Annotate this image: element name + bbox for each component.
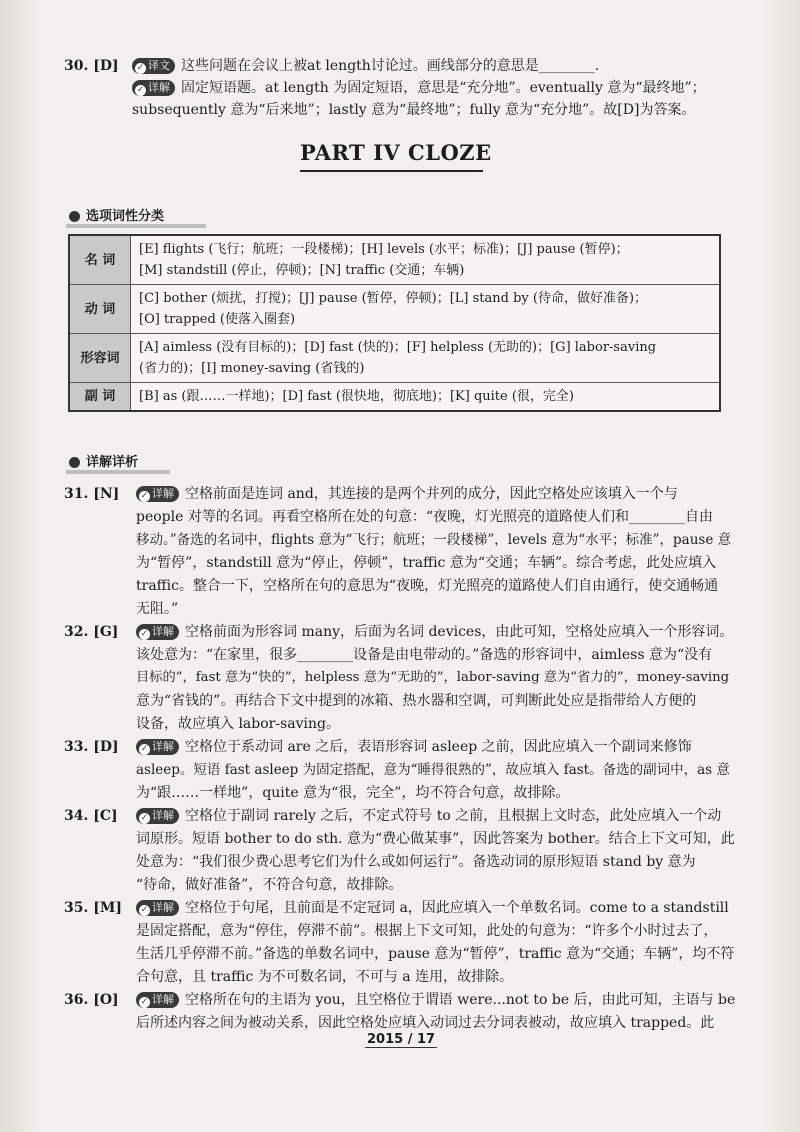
pos-items: [E] flights (飞行；航班；一段楼梯)；[H] levels (水平；标准)；[J] pause (暂停)； [M] standstill (停止，停顿)；[N] traffic (交通；车辆) [131, 235, 721, 285]
pos-label: 形容词 [69, 334, 131, 383]
q34-line: 词原形。短语 bother to do sth. 意为“费心做某事”，因此答案为 bother。结合上下文可知，此 [136, 831, 735, 847]
detail-tag: ✓ 详解 [136, 739, 179, 755]
pos-items: [A] aimless (没有目标的)；[D] fast (快的)；[F] helpless (无助的)；[G] labor-saving (省力的)；[I] money-saving (省钱的) [131, 334, 721, 383]
page-number: 2015 / 17 [367, 1032, 436, 1047]
title-underline [300, 170, 483, 172]
q34-line: ✓ 详解 空格位于副词 rarely 之后，不定式符号 to 之前，且根据上文时态，此处应填入一个动 [136, 806, 721, 826]
q31-line: 无阻。” [136, 601, 179, 617]
q34-number: 34. [C] [64, 808, 118, 824]
analysis-heading: 详解详析 [66, 452, 190, 474]
check-icon: ✓ [140, 744, 149, 754]
check-icon: ✓ [136, 63, 145, 73]
table-row [69, 285, 720, 334]
q34-line: “待命，做好准备”，不符合句意，故排除。 [136, 877, 403, 893]
q35-line: 合句意，且 traffic 为不可数名词，不可与 a 连用，故排除。 [136, 969, 514, 985]
wordclass-table [68, 234, 721, 412]
q33-number: 33. [D] [64, 739, 119, 755]
q30-translation: 这些问题在会议上被at length讨论过。画线部分的意思是________. [181, 58, 600, 74]
q35-number: 35. [M] [64, 900, 122, 916]
q33-line: 为“跟……一样地”，quite 意为“很，完全”，均不符合句意，故排除。 [136, 785, 570, 801]
pos-items: [C] bother (烦扰，打搅)；[J] pause (暂停，停顿)；[L] stand by (待命，做好准备)； [O] trapped (使落入圈套) [131, 285, 721, 334]
q36-line: 后所述内容之间为被动关系，因此空格处应填入动词过去分词表被动，故应填入 trapped。此 [136, 1015, 715, 1031]
q30-detail-line [132, 78, 706, 98]
q31-line: 为“暂停”，standstill 意为“停止，停顿”，traffic 意为“交通；车辆”。综合考虑，此处应填入 [136, 555, 717, 571]
q33-line: asleep。短语 fast asleep 为固定搭配，意为“睡得很熟的”，故应填入 fast。备选的副词中，as 意 [136, 762, 730, 778]
q35-line: ✓ 详解 空格位于句尾，且前面是不定冠词 a，因此应填入一个单数名词。come to a standstill [136, 898, 729, 918]
q32-number: 32. [G] [64, 624, 119, 640]
table-row [69, 235, 720, 285]
q31-line: 移动。”备选的名词中，flights 意为“飞行；航班；一段楼梯”，levels 意为“水平；标准”，pause 意 [136, 532, 732, 548]
translation-tag: ✓ 译文 [132, 58, 175, 74]
detail-tag: ✓ 详解 [136, 992, 179, 1008]
q30-detail-1: 固定短语题。at length 为固定短语，意思是“充分地”。eventually 意为“最终地”； [181, 80, 706, 96]
q31-number: 31. [N] [64, 486, 120, 502]
heading-underline [66, 224, 206, 228]
wordclass-heading: 选项词性分类 [66, 206, 226, 228]
q30-number: 30. [D] [64, 58, 119, 74]
detail-tag: ✓ 详解 [132, 80, 175, 96]
check-icon: ✓ [140, 813, 149, 823]
q35-line: 是固定搭配，意为“停住，停滞不前”。根据上下文可知，此处的句意为：“许多个小时过去了， [136, 923, 718, 939]
q36-line: ✓ 详解 空格所在句的主语为 you，且空格位于谓语 were...not to be 后，由此可知，主语与 be [136, 990, 735, 1010]
q32-line: ✓ 详解 空格前面为形容词 many，后面为名词 devices，由此可知，空格处应填入一个形容词。 [136, 622, 733, 642]
q31-line: ✓ 详解 空格前面是连词 and，其连接的是两个并列的成分，因此空格处应该填入一个与 [136, 484, 678, 504]
table-row [69, 383, 720, 412]
detail-tag: ✓ 详解 [136, 624, 179, 640]
q31-line: people 对等的名词。再看空格所在处的句意：“夜晚，灯光照亮的道路使人们和________自由 [136, 509, 714, 525]
part-title: PART IV CLOZE [300, 140, 492, 165]
pos-label: 名 词 [69, 235, 131, 285]
q34-line: 处意为：“我们很少费心思考它们为什么或如何运行”。备选动词的原形短语 stand by 意为 [136, 854, 696, 870]
detail-tag: ✓ 详解 [136, 900, 179, 916]
q31-line: traffic。整合一下，空格所在句的意思为“夜晚，灯光照亮的道路使人们自由通行，使交通畅通 [136, 578, 719, 594]
check-icon: ✓ [136, 85, 145, 95]
pos-label: 副 词 [69, 383, 131, 412]
check-icon: ✓ [140, 491, 149, 501]
q33-line: ✓ 详解 空格位于系动词 are 之后，表语形容词 asleep 之前，因此应填入一个副词来修饰 [136, 737, 692, 757]
q32-line: 目标的”，fast 意为“快的”，helpless 意为“无助的”，labor-saving 意为“省力的”，money-saving [136, 670, 730, 685]
q35-line: 生活几乎停滞不前。”备选的单数名词中，pause 意为“暂停”，traffic 意为“交通；车辆”，均不符 [136, 946, 735, 962]
check-icon: ✓ [140, 905, 149, 915]
detail-tag: ✓ 详解 [136, 808, 179, 824]
q36-number: 36. [O] [64, 992, 119, 1008]
q32-line: 意为“省钱的”。再结合下文中提到的冰箱、热水器和空调，可判断此处应是指带给人方便的 [136, 693, 697, 709]
check-icon: ✓ [140, 997, 149, 1007]
bullet-icon [69, 457, 80, 468]
pos-label: 动 词 [69, 285, 131, 334]
check-icon: ✓ [140, 629, 149, 639]
heading-underline [66, 470, 170, 474]
bullet-icon [69, 211, 80, 222]
table-row [69, 334, 720, 383]
q32-line: 设备，故应填入 labor-saving。 [136, 716, 340, 732]
q30-detail-2: subsequently 意为“后来地”；lastly 意为“最终地”；fully 意为“充分地”。故[D]为答案。 [132, 102, 696, 118]
q30-translation-line [132, 56, 599, 76]
pos-items: [B] as (跟……一样地)；[D] fast (很快地，彻底地)；[K] quite (很，完全) [131, 383, 721, 412]
detail-tag: ✓ 详解 [136, 486, 179, 502]
q32-line: 该处意为：“在家里，很多________设备是由电带动的。”备选的形容词中，aimless 意为“没有 [136, 647, 713, 663]
